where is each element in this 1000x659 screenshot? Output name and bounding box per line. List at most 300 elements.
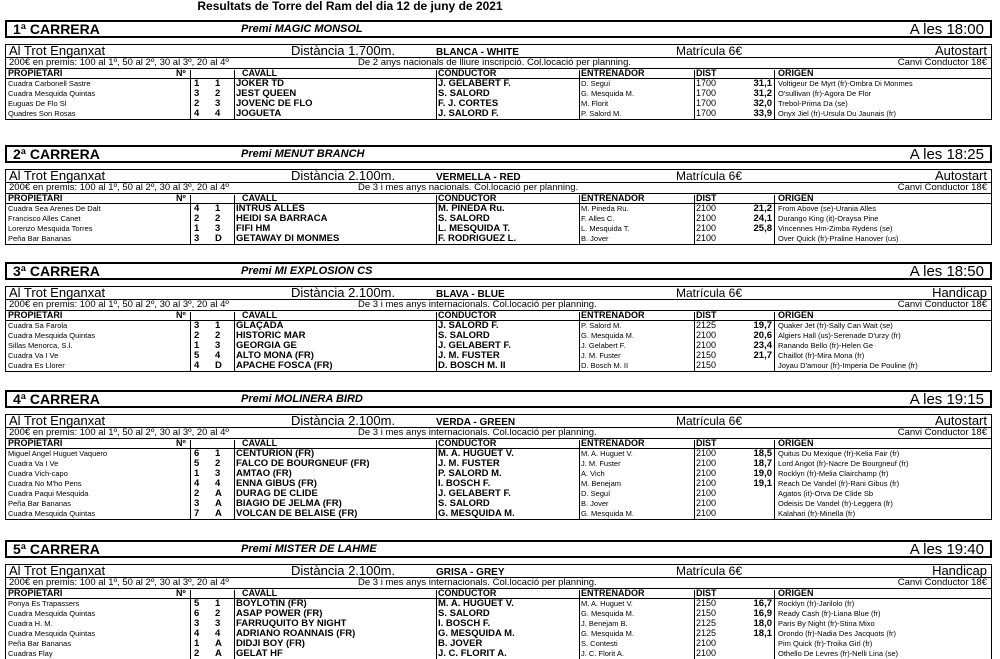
race-type: Al Trot Enganxat [9, 285, 106, 300]
horse-cell: VOLCAN DE BELAISE (FR) [236, 508, 358, 519]
horse-cell: GEORGIA GE [236, 340, 297, 351]
col-dist: DIST [696, 438, 717, 448]
driver-cell: J. M. FUSTER [438, 458, 500, 469]
owner-cell: Cuadra Carbonell Sastre [8, 79, 91, 88]
col-propietari: PROPIETARI [8, 68, 63, 78]
driver-cell: S. SALORD [438, 213, 490, 224]
race-table [5, 286, 992, 372]
distance-cell: 2125 [696, 628, 717, 638]
race-table [5, 414, 992, 520]
trainer-cell: B. Jover [581, 234, 609, 243]
col-num: Nº [176, 310, 186, 320]
number-cell: 3 [194, 498, 200, 509]
table-row [6, 509, 991, 519]
time-cell: 19,0 [753, 468, 772, 479]
origin-cell: Trebol-Prima Da (se) [778, 99, 848, 108]
race-header [5, 540, 992, 558]
position-cell: 4 [215, 350, 221, 361]
race-prizes: 200€ en premis: 100 al 1º, 50 al 2º, 30 al 3º, 20 al 4º [9, 299, 229, 310]
horse-cell: FIFI HM [236, 223, 271, 234]
column-divider [436, 195, 437, 244]
horse-cell: GLAÇADA [236, 320, 284, 331]
driver-cell: G. MESQUIDA M. [438, 628, 515, 639]
trainer-cell: G. Mesquida M. [581, 629, 634, 638]
trainer-cell: M. Benejam [581, 479, 622, 488]
time-cell: 16,7 [753, 598, 772, 609]
number-cell: 1 [194, 340, 200, 351]
horse-cell: FARRUQUITO BY NIGHT [236, 618, 347, 629]
position-cell: 4 [215, 108, 221, 119]
result-rows [6, 599, 991, 659]
trainer-cell: F. Alles C. [581, 214, 615, 223]
driver-cell: J. GELABERT F. [438, 340, 511, 351]
col-origen: ORIGEN [778, 193, 814, 203]
race-start: Autostart [934, 168, 987, 183]
distance-cell: 1700 [696, 98, 717, 108]
distance-cell: 1700 [696, 78, 717, 88]
race-conditions-line [6, 183, 991, 194]
distance-cell: 2100 [696, 508, 717, 518]
driver-cell: S. SALORD [438, 608, 490, 619]
owner-cell: Cuadra Va I Ve [8, 459, 59, 468]
position-cell: 1 [215, 78, 221, 89]
number-cell: 2 [194, 330, 200, 341]
position-cell: 2 [215, 608, 221, 619]
trainer-cell: S. Contesti [581, 639, 618, 648]
position-cell: 3 [215, 340, 221, 351]
column-divider [579, 590, 580, 659]
position-cell: 2 [215, 458, 221, 469]
race-conditions: De 3 i mes anys internacionals. Col.locació per planning. [358, 577, 597, 588]
race-prize: Premi MISTER DE LAHME [241, 543, 377, 555]
trainer-cell: M. A. Huguet V. [581, 449, 633, 458]
owner-cell: Cuadra Paqui Mesquida [8, 489, 89, 498]
column-divider [190, 440, 191, 519]
time-cell: 18,5 [753, 448, 772, 459]
distance-cell: 2100 [696, 468, 717, 478]
distance-cell: 2100 [696, 213, 717, 223]
trainer-cell: A. Vich [581, 469, 605, 478]
position-cell: 1 [215, 203, 221, 214]
owner-cell: Cuadra Mesquida Quintas [8, 509, 96, 518]
time-cell: 19,1 [753, 478, 772, 489]
race-color: BLANCA - WHITE [436, 47, 519, 58]
position-cell: 1 [215, 598, 221, 609]
driver-cell: L. MESQUIDA T. [438, 223, 510, 234]
horse-cell: HISTORIC MAR [236, 330, 306, 341]
col-propietari: PROPIETARI [8, 438, 63, 448]
horse-cell: JEST QUEEN [236, 88, 297, 99]
driver-cell: S. SALORD [438, 330, 490, 341]
owner-cell: Cuadra Mesquida Quintas [8, 89, 96, 98]
race-prize: Premi MI EXPLOSION CS [241, 265, 373, 277]
distance-cell: 2100 [696, 648, 717, 658]
race-prizes: 200€ en premis: 100 al 1º, 50 al 2º, 30 al 3º, 20 al 4º [9, 577, 229, 588]
race-prize: Premi MENUT BRANCH [241, 148, 365, 160]
owner-cell: Euguas De Flo Sl [8, 99, 67, 108]
driver-cell: J. SALORD F. [438, 108, 499, 119]
col-conductor: CONDUCTOR [438, 310, 497, 320]
origin-cell: Algiers Hall (us)-Serenade D'urzy (fr) [778, 331, 901, 340]
column-divider [234, 312, 235, 371]
race-table [5, 44, 992, 120]
origin-cell: Vincennes Hm-Zimba Rydens (se) [778, 224, 893, 233]
distance-cell: 2150 [696, 350, 717, 360]
race-conditions-line [6, 58, 991, 69]
origin-cell: Ranando Bello (fr)-Helen Ge [778, 341, 874, 350]
race-color: VERDA - GREEN [436, 417, 516, 428]
trainer-cell: G. Mesquida M. [581, 89, 634, 98]
column-divider [190, 70, 191, 119]
origin-cell: Voltigeur De Myrt (fr)-Ombra Di Monmes [778, 79, 913, 88]
race-prizes: 200€ en premis: 100 al 1º, 50 al 2º, 30 al 3º, 20 al 4º [9, 57, 229, 68]
horse-cell: ENNA GIBUS (FR) [236, 478, 317, 489]
column-divider [579, 70, 580, 119]
col-conductor: CONDUCTOR [438, 438, 497, 448]
trainer-cell: G. Mesquida M. [581, 509, 634, 518]
col-dist: DIST [696, 588, 717, 598]
driver-cell: M. PINEDA Ru. [438, 203, 505, 214]
horse-cell: ASAP POWER (FR) [236, 608, 323, 619]
origin-cell: Durango King (it)-Oraysa Pine [778, 214, 879, 223]
distance-cell: 2100 [696, 488, 717, 498]
column-divider [436, 70, 437, 119]
column-divider [436, 312, 437, 371]
horse-cell: ADRIANO ROANNAIS (FR) [236, 628, 356, 639]
race-matricula: Matrícula 6€ [676, 564, 743, 578]
owner-cell: Cuadra Sea Arenes De Dalt [8, 204, 101, 213]
owner-cell: Cuadras Flay [8, 649, 53, 658]
horse-cell: FALCO DE BOURGNEUF (FR) [236, 458, 370, 469]
column-divider [694, 70, 695, 119]
time-cell: 20,6 [753, 330, 772, 341]
distance-cell: 2100 [696, 203, 717, 213]
trainer-cell: J. Gelabert F. [581, 341, 626, 350]
trainer-cell: P. Salord M. [581, 109, 622, 118]
race-color: BLAVA - BLUE [436, 289, 505, 300]
distance-cell: 2150 [696, 360, 717, 370]
trainer-cell: M. Pineda Ru. [581, 204, 629, 213]
race-matricula: Matrícula 6€ [676, 44, 743, 58]
driver-cell: D. BOSCH M. II [438, 360, 506, 371]
race-matricula: Matrícula 6€ [676, 414, 743, 428]
position-cell: D [215, 360, 222, 371]
col-cavall: CAVALL [242, 588, 278, 598]
race-conditions: De 2 anys nacionals de lliure inscripció. Col.locació per planning. [358, 57, 632, 68]
column-divider [190, 312, 191, 371]
race-section-4 [5, 390, 992, 520]
time-cell: 24,1 [753, 213, 772, 224]
race-start: Handicap [932, 563, 987, 578]
time-cell: 21,2 [753, 203, 772, 214]
trainer-cell: D. Seguí [581, 489, 611, 498]
column-divider [694, 312, 695, 371]
time-cell: 18,0 [753, 618, 772, 629]
horse-cell: APACHE FOSCA (FR) [236, 360, 333, 371]
driver-cell: J. SALORD F. [438, 320, 499, 331]
time-cell: 19,7 [753, 320, 772, 331]
column-divider [190, 590, 191, 659]
race-title: 2ª CARRERA [13, 146, 100, 162]
column-divider [234, 195, 235, 244]
race-time: A les 19:15 [909, 391, 984, 408]
column-divider [579, 195, 580, 244]
number-cell: 3 [194, 233, 200, 244]
distance-cell: 2100 [696, 478, 717, 488]
race-matricula: Matrícula 6€ [676, 286, 743, 300]
race-title: 1ª CARRERA [13, 21, 100, 37]
driver-cell: B. JOVER [438, 638, 483, 649]
race-start: Handicap [932, 285, 987, 300]
race-type: Al Trot Enganxat [9, 168, 106, 183]
driver-cell: J. M. FUSTER [438, 350, 500, 361]
driver-cell: G. MESQUIDA M. [438, 508, 515, 519]
number-cell: 2 [194, 648, 200, 659]
column-divider [694, 195, 695, 244]
trainer-cell: J. C. Florit A. [581, 649, 624, 658]
driver-cell: F. J. CORTES [438, 98, 499, 109]
horse-cell: GETAWAY DI MONMES [236, 233, 340, 244]
race-header [5, 145, 992, 163]
horse-cell: CENTURION (FR) [236, 448, 315, 459]
column-divider [774, 440, 775, 519]
driver-cell: J. GELABERT F. [438, 78, 511, 89]
result-rows [6, 79, 991, 119]
position-cell: 4 [215, 628, 221, 639]
column-divider [694, 590, 695, 659]
origin-cell: Odeisis De Vandel (fr)-Leggera (fr) [778, 499, 893, 508]
origin-cell: Rocklyn (fr)-Jarilolo (fr) [778, 599, 855, 608]
origin-cell: Othello De Levres (fr)-Nelli Lina (se) [778, 649, 899, 658]
race-canvi: Canvi Conductor 18€ [897, 182, 987, 193]
owner-cell: Ponya Es Trapassers [8, 599, 80, 608]
horse-cell: DIDJI BOY (FR) [236, 638, 305, 649]
trainer-cell: G. Mesquida M. [581, 331, 634, 340]
race-canvi: Canvi Conductor 18€ [897, 427, 987, 438]
race-header [5, 20, 992, 38]
owner-cell: Cuadra No M'ho Pens [8, 479, 82, 488]
distance-cell: 2125 [696, 320, 717, 330]
trainer-cell: G. Mesquida M. [581, 609, 634, 618]
origin-cell: Onyx Jiel (fr)-Ursula Du Jaunais (fr) [778, 109, 896, 118]
position-cell: 3 [215, 618, 221, 629]
table-row [6, 649, 991, 659]
number-cell: 4 [194, 203, 200, 214]
owner-cell: Cuadra Mesquida Quintas [8, 629, 96, 638]
time-cell: 33,9 [753, 108, 772, 119]
col-propietari: PROPIETARI [8, 588, 63, 598]
race-section-3 [5, 262, 992, 372]
position-cell: 2 [215, 213, 221, 224]
column-divider [234, 590, 235, 659]
horse-cell: AMTAO (FR) [236, 468, 292, 479]
distance-cell: 2100 [696, 223, 717, 233]
owner-cell: Cuadra H. M. [8, 619, 53, 628]
col-num: Nº [176, 193, 186, 203]
race-table [5, 564, 992, 659]
race-section-1 [5, 20, 992, 120]
race-time: A les 18:50 [909, 263, 984, 280]
horse-cell: JOVENC DE FLO [236, 98, 313, 109]
race-conditions: De 3 i mes anys internacionals. Col.locació per planning. [358, 427, 597, 438]
race-start: Autostart [934, 43, 987, 58]
horse-cell: JOKER TD [236, 78, 285, 89]
number-cell: 2 [194, 213, 200, 224]
distance-cell: 1700 [696, 88, 717, 98]
origin-cell: Ready Cash (fr)-Liana Blue (fr) [778, 609, 881, 618]
trainer-cell: L. Mesquida T. [581, 224, 630, 233]
distance-cell: 2100 [696, 233, 717, 243]
owner-cell: Quadres Son Rosas [8, 109, 76, 118]
trainer-cell: D. Seguí [581, 79, 611, 88]
result-rows [6, 204, 991, 244]
col-num: Nº [176, 438, 186, 448]
time-cell: 16,9 [753, 608, 772, 619]
race-title: 5ª CARRERA [13, 541, 100, 557]
column-divider [579, 312, 580, 371]
distance-cell: 2100 [696, 330, 717, 340]
trainer-cell: J. M. Fuster [581, 459, 621, 468]
number-cell: 4 [194, 108, 200, 119]
column-divider [579, 440, 580, 519]
result-rows [6, 321, 991, 371]
owner-cell: Peña Bar Bananas [8, 639, 71, 648]
distance-cell: 2100 [696, 458, 717, 468]
owner-cell: Sillas Menorca, S.l. [8, 341, 73, 350]
driver-cell: I. BOSCH F. [438, 478, 491, 489]
number-cell: 3 [194, 618, 200, 629]
position-cell: 3 [215, 98, 221, 109]
origin-cell: Joyau D'amour (fr)-Imperia De Pouline (fr) [778, 361, 918, 370]
horse-cell: DURAG DE CLIDE [236, 488, 318, 499]
column-divider [436, 440, 437, 519]
time-cell: 18,1 [753, 628, 772, 639]
position-cell: A [215, 638, 222, 649]
number-cell: 3 [194, 88, 200, 99]
driver-cell: F. RODRIGUEZ L. [438, 233, 517, 244]
race-distance: Distància 1.700m. [291, 43, 396, 58]
race-conditions-line [6, 578, 991, 589]
trainer-cell: D. Bosch M. II [581, 361, 629, 370]
distance-cell: 2100 [696, 638, 717, 648]
trainer-cell: B. Jover [581, 499, 609, 508]
driver-cell: P. SALORD M. [438, 468, 502, 479]
time-cell: 18,7 [753, 458, 772, 469]
number-cell: 3 [194, 320, 200, 331]
race-type: Al Trot Enganxat [9, 413, 106, 428]
col-entrenador: ENTRENADOR [581, 588, 645, 598]
number-cell: 1 [194, 223, 200, 234]
number-cell: 2 [194, 98, 200, 109]
number-cell: 4 [194, 360, 200, 371]
number-cell: 4 [194, 478, 200, 489]
origin-cell: Chaillot (fr)-Mira Mona (fr) [778, 351, 865, 360]
race-section-5 [5, 540, 992, 659]
position-cell: 1 [215, 320, 221, 331]
trainer-cell: J. Benejam B. [581, 619, 628, 628]
origin-cell: Paris By Night (fr)-Stina Mixo [778, 619, 875, 628]
column-divider [234, 70, 235, 119]
col-origen: ORIGEN [778, 588, 814, 598]
driver-cell: J. GELABERT F. [438, 488, 511, 499]
col-num: Nº [176, 588, 186, 598]
column-divider [694, 440, 695, 519]
owner-cell: Cuadra Sa Farola [8, 321, 68, 330]
race-title: 3ª CARRERA [13, 263, 100, 279]
driver-cell: M. A. HUGUET V. [438, 448, 514, 459]
horse-cell: ALTO MONA (FR) [236, 350, 314, 361]
number-cell: 1 [194, 638, 200, 649]
col-origen: ORIGEN [778, 438, 814, 448]
col-cavall: CAVALL [242, 68, 278, 78]
table-row [6, 234, 991, 244]
driver-cell: S. SALORD [438, 498, 490, 509]
col-cavall: CAVALL [242, 310, 278, 320]
number-cell: 1 [194, 468, 200, 479]
number-cell: 6 [194, 448, 200, 459]
position-cell: 4 [215, 478, 221, 489]
time-cell: 21,7 [753, 350, 772, 361]
driver-cell: M. A. HUGUET V. [438, 598, 514, 609]
col-cavall: CAVALL [242, 438, 278, 448]
race-conditions: De 3 i mes anys internacionals. Col.locació per planning. [358, 299, 597, 310]
owner-cell: Miguel Angel Huguet Vaquero [8, 449, 108, 458]
position-cell: A [215, 498, 222, 509]
origin-cell: O'sullivan (fr)-Agora De Flor [778, 89, 872, 98]
race-distance: Distància 2.100m. [291, 168, 396, 183]
column-divider [234, 440, 235, 519]
col-dist: DIST [696, 310, 717, 320]
time-cell: 23,4 [753, 340, 772, 351]
number-cell: 6 [194, 608, 200, 619]
distance-cell: 2100 [696, 498, 717, 508]
column-divider [774, 70, 775, 119]
col-entrenador: ENTRENADOR [581, 438, 645, 448]
race-conditions-line [6, 428, 991, 439]
race-color: GRISA - GREY [436, 567, 505, 578]
column-divider [190, 195, 191, 244]
trainer-cell: P. Salord M. [581, 321, 622, 330]
number-cell: 7 [194, 508, 200, 519]
race-conditions: De 3 i mes anys nacionals. Col.locació per planning. [358, 182, 579, 193]
time-cell: 31,2 [753, 88, 772, 99]
origin-cell: Over Quick (fr)-Praline Hanover (us) [778, 234, 899, 243]
owner-cell: Peña Bar Bananas [8, 499, 71, 508]
col-propietari: PROPIETARI [8, 193, 63, 203]
number-cell: 5 [194, 598, 200, 609]
driver-cell: S. SALORD [438, 88, 490, 99]
race-conditions-line [6, 300, 991, 311]
col-origen: ORIGEN [778, 310, 814, 320]
race-distance: Distància 2.100m. [291, 285, 396, 300]
distance-cell: 2125 [696, 618, 717, 628]
number-cell: 2 [194, 488, 200, 499]
owner-cell: Cuadra Mesquida Quintas [8, 331, 96, 340]
trainer-cell: M. Florit [581, 99, 609, 108]
col-conductor: CONDUCTOR [438, 193, 497, 203]
race-prizes: 200€ en premis: 100 al 1º, 50 al 2º, 30 al 3º, 20 al 4º [9, 182, 229, 193]
col-dist: DIST [696, 68, 717, 78]
race-prize: Premi MOLINERA BIRD [241, 393, 363, 405]
distance-cell: 2150 [696, 598, 717, 608]
race-header [5, 262, 992, 280]
origin-cell: Pim Quick (fr)-Troika Girl (fr) [778, 639, 873, 648]
position-cell: 3 [215, 468, 221, 479]
position-cell: A [215, 488, 222, 499]
position-cell: 1 [215, 448, 221, 459]
race-section-2 [5, 145, 992, 245]
number-cell: 1 [194, 78, 200, 89]
